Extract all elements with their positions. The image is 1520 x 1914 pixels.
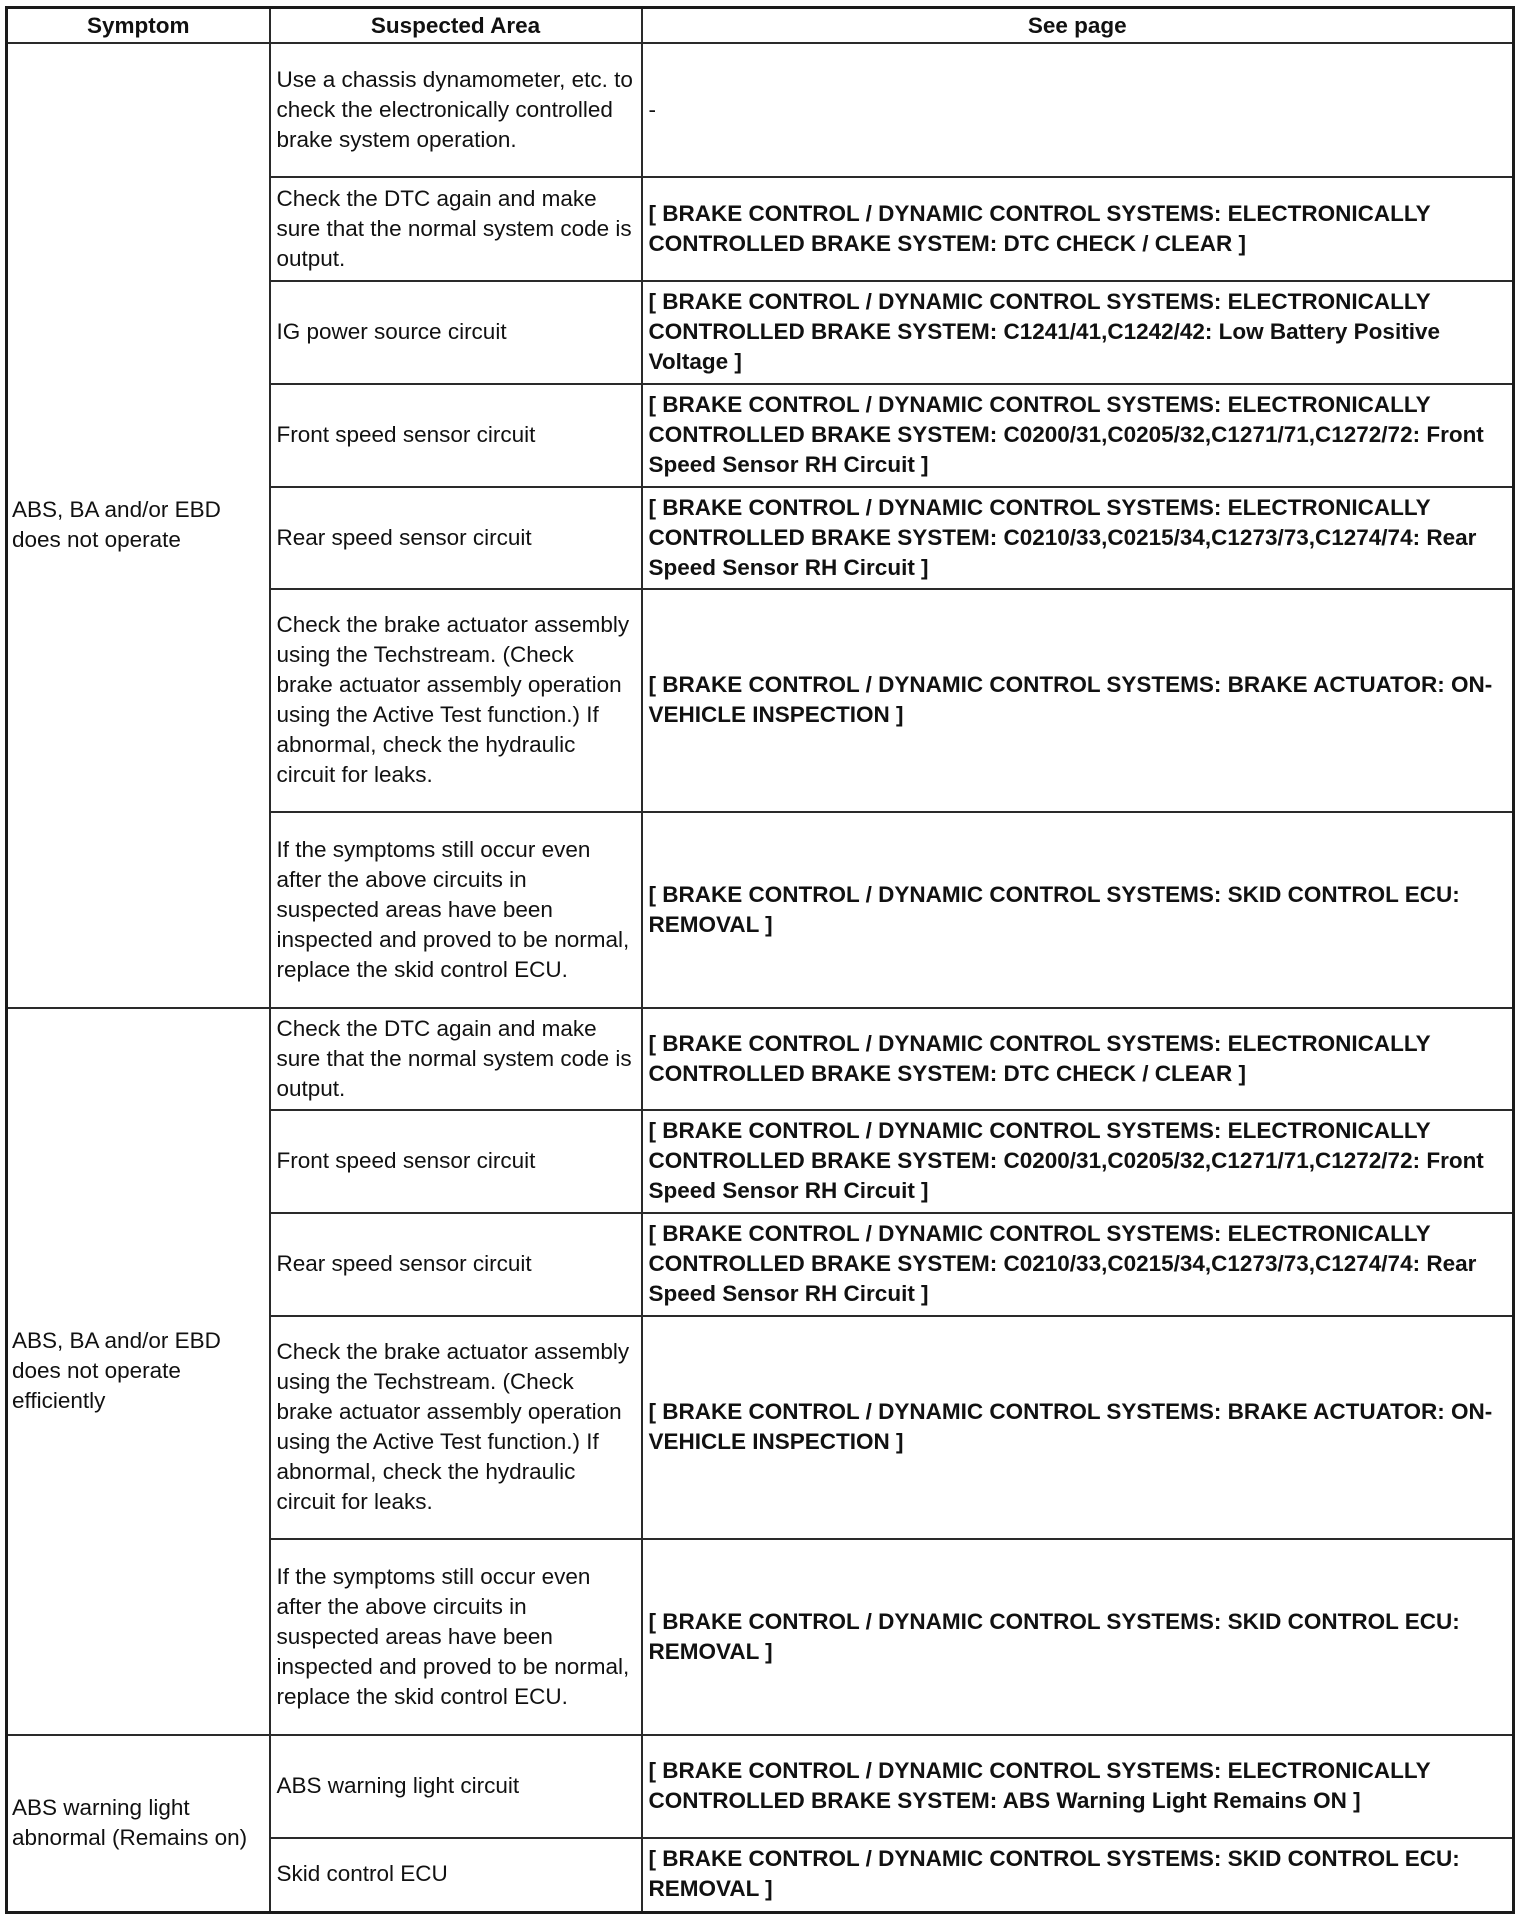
see-page-link[interactable]: [ BRAKE CONTROL / DYNAMIC CONTROL SYSTEMS: ELECTRONICALLY CONTROLLED BRAKE SYSTEM: DTC CHECK / CLEAR ]: [642, 177, 1514, 281]
see-page-link[interactable]: [ BRAKE CONTROL / DYNAMIC CONTROL SYSTEMS: BRAKE ACTUATOR: ON-VEHICLE INSPECTION ]: [642, 589, 1514, 812]
suspected-area-cell: Rear speed sensor circuit: [270, 487, 642, 589]
table-row: [7, 1735, 1514, 1838]
suspected-area-cell: Check the brake actuator assembly using the Techstream. (Check brake actuator assembly operation using the Active Test function.) If abnormal, check the hydraulic circuit for leaks.: [270, 589, 642, 812]
see-page-link[interactable]: [ BRAKE CONTROL / DYNAMIC CONTROL SYSTEMS: BRAKE ACTUATOR: ON-VEHICLE INSPECTION ]: [642, 1316, 1514, 1539]
see-page-link[interactable]: [ BRAKE CONTROL / DYNAMIC CONTROL SYSTEMS: ELECTRONICALLY CONTROLLED BRAKE SYSTEM: C1241/41,C1242/42: Low Battery Positive Voltage ]: [642, 281, 1514, 384]
see-page-link[interactable]: [ BRAKE CONTROL / DYNAMIC CONTROL SYSTEMS: ELECTRONICALLY CONTROLLED BRAKE SYSTEM: C0210/33,C0215/34,C1273/73,C1274/74: Rear Speed Sensor RH Circuit ]: [642, 487, 1514, 589]
see-page-link[interactable]: [ BRAKE CONTROL / DYNAMIC CONTROL SYSTEMS: SKID CONTROL ECU: REMOVAL ]: [642, 1539, 1514, 1735]
suspected-area-cell: Front speed sensor circuit: [270, 1110, 642, 1213]
symptom-cell: ABS, BA and/or EBD does not operate efficiently: [7, 1008, 270, 1735]
suspected-area-cell: Use a chassis dynamometer, etc. to check the electronically controlled brake system operation.: [270, 43, 642, 177]
symptom-table: [5, 6, 1515, 1914]
suspected-area-cell: Front speed sensor circuit: [270, 384, 642, 487]
suspected-area-cell: Skid control ECU: [270, 1838, 642, 1912]
see-page-link[interactable]: [ BRAKE CONTROL / DYNAMIC CONTROL SYSTEMS: SKID CONTROL ECU: REMOVAL ]: [642, 1838, 1514, 1912]
see-page-link[interactable]: [ BRAKE CONTROL / DYNAMIC CONTROL SYSTEMS: SKID CONTROL ECU: REMOVAL ]: [642, 812, 1514, 1008]
suspected-area-cell: Check the brake actuator assembly using the Techstream. (Check brake actuator assembly operation using the Active Test function.) If abnormal, check the hydraulic circuit for leaks.: [270, 1316, 642, 1539]
table-header: [7, 8, 1514, 44]
table-row: [7, 43, 1514, 177]
suspected-area-cell: IG power source circuit: [270, 281, 642, 384]
suspected-area-cell: Check the DTC again and make sure that the normal system code is output.: [270, 1008, 642, 1110]
see-page-link[interactable]: [ BRAKE CONTROL / DYNAMIC CONTROL SYSTEMS: ELECTRONICALLY CONTROLLED BRAKE SYSTEM: C0200/31,C0205/32,C1271/71,C1272/72: Front Speed Sensor RH Circuit ]: [642, 1110, 1514, 1213]
symptom-cell: ABS, BA and/or EBD does not operate: [7, 43, 270, 1008]
see-page-link[interactable]: [ BRAKE CONTROL / DYNAMIC CONTROL SYSTEMS: ELECTRONICALLY CONTROLLED BRAKE SYSTEM: C0210/33,C0215/34,C1273/73,C1274/74: Rear Speed Sensor RH Circuit ]: [642, 1213, 1514, 1316]
suspected-area-cell: ABS warning light circuit: [270, 1735, 642, 1838]
table-row: [7, 1008, 1514, 1110]
table-body: [7, 43, 1514, 1912]
symptom-cell: ABS warning light abnormal (Remains on): [7, 1735, 270, 1912]
header-symptom: Symptom: [7, 8, 270, 44]
suspected-area-cell: Rear speed sensor circuit: [270, 1213, 642, 1316]
suspected-area-cell: Check the DTC again and make sure that the normal system code is output.: [270, 177, 642, 281]
see-page-link[interactable]: [ BRAKE CONTROL / DYNAMIC CONTROL SYSTEMS: ELECTRONICALLY CONTROLLED BRAKE SYSTEM: ABS Warning Light Remains ON ]: [642, 1735, 1514, 1838]
suspected-area-cell: If the symptoms still occur even after the above circuits in suspected areas have been inspected and proved to be normal, replace the skid control ECU.: [270, 812, 642, 1008]
header-see-page: See page: [642, 8, 1514, 44]
header-row: [7, 8, 1514, 44]
see-page-link[interactable]: [ BRAKE CONTROL / DYNAMIC CONTROL SYSTEMS: ELECTRONICALLY CONTROLLED BRAKE SYSTEM: DTC CHECK / CLEAR ]: [642, 1008, 1514, 1110]
see-page-cell: -: [642, 43, 1514, 177]
see-page-link[interactable]: [ BRAKE CONTROL / DYNAMIC CONTROL SYSTEMS: ELECTRONICALLY CONTROLLED BRAKE SYSTEM: C0200/31,C0205/32,C1271/71,C1272/72: Front Speed Sensor RH Circuit ]: [642, 384, 1514, 487]
header-suspected-area: Suspected Area: [270, 8, 642, 44]
suspected-area-cell: If the symptoms still occur even after the above circuits in suspected areas have been inspected and proved to be normal, replace the skid control ECU.: [270, 1539, 642, 1735]
